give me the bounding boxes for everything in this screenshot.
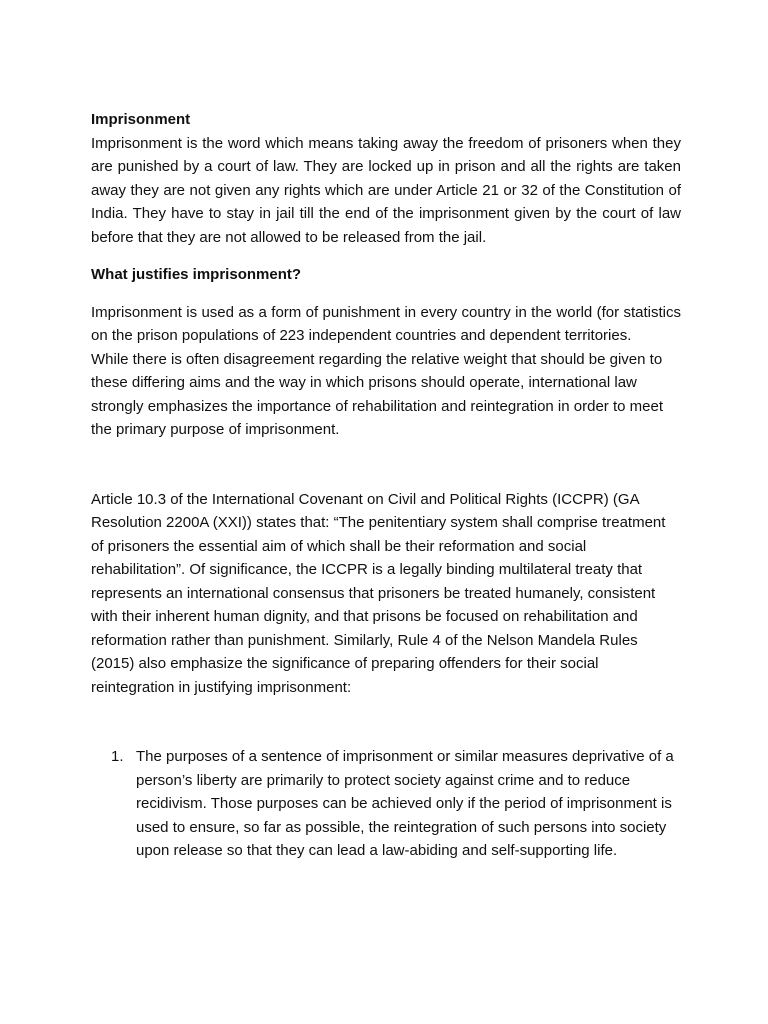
body-paragraph-3: Article 10.3 of the International Covenant on Civil and Political Rights (ICCPR) (GA Resolution 2200A (XXI)) states that: “The penitentiary system shall comprise treatment of prisoners the essential aim of which shall be their reformation and social rehabilitation”. Of significance, the ICCPR is a legally binding multilateral treaty that represents an international consensus that prisoners be treated humanely, consistent with their inherent human dignity, and that prisons be focused on rehabilitation and reformation rather than punishment. Similarly, Rule 4 of the Nelson Mandela Rules (2015) also emphasize the significance of preparing offenders for their social reintegration in justifying imprisonment: [91, 490, 666, 696]
spacer [91, 287, 681, 301]
list-item [91, 745, 681, 863]
document-title: Imprisonment [91, 111, 191, 128]
intro-paragraph: Imprisonment is the word which means taking away the freedom of prisoners when they are punished by a court of law. They are locked up in prison and all the rights are taken away they are not given any rights which are under Article 21 or 32 of the Constitution of India. They have to stay in jail till the end of the imprisonment given by the court of law before that they are not allowed to be released from the jail. [91, 134, 681, 246]
list-marker: 1. [111, 748, 124, 765]
body-paragraph-2: While there is often disagreement regarding the relative weight that should be given to these differing aims and the way in which prisons should operate, international law strongly emphasizes the importance of rehabilitation and reintegration in order to meet the primary purpose of imprisonment. [91, 350, 663, 438]
spacer [91, 442, 681, 488]
section-heading: What justifies imprisonment? [91, 266, 302, 283]
spacer [91, 249, 681, 263]
numbered-list [91, 745, 681, 863]
document-page [91, 108, 681, 863]
list-item-text: The purposes of a sentence of imprisonment or similar measures deprivative of a person’s liberty are primarily to protect society against crime and to reduce recidivism. Those purposes can be achieved only if the period of imprisonment is used to ensure, so far as possible, the reintegration of such persons into society upon release so that they can lead a law-abiding and self-supporting life. [136, 748, 674, 859]
spacer [91, 699, 681, 745]
body-paragraph-1: Imprisonment is used as a form of punishment in every country in the world (for statistics on the prison populations of 223 independent countries and dependent territories. [91, 303, 681, 344]
